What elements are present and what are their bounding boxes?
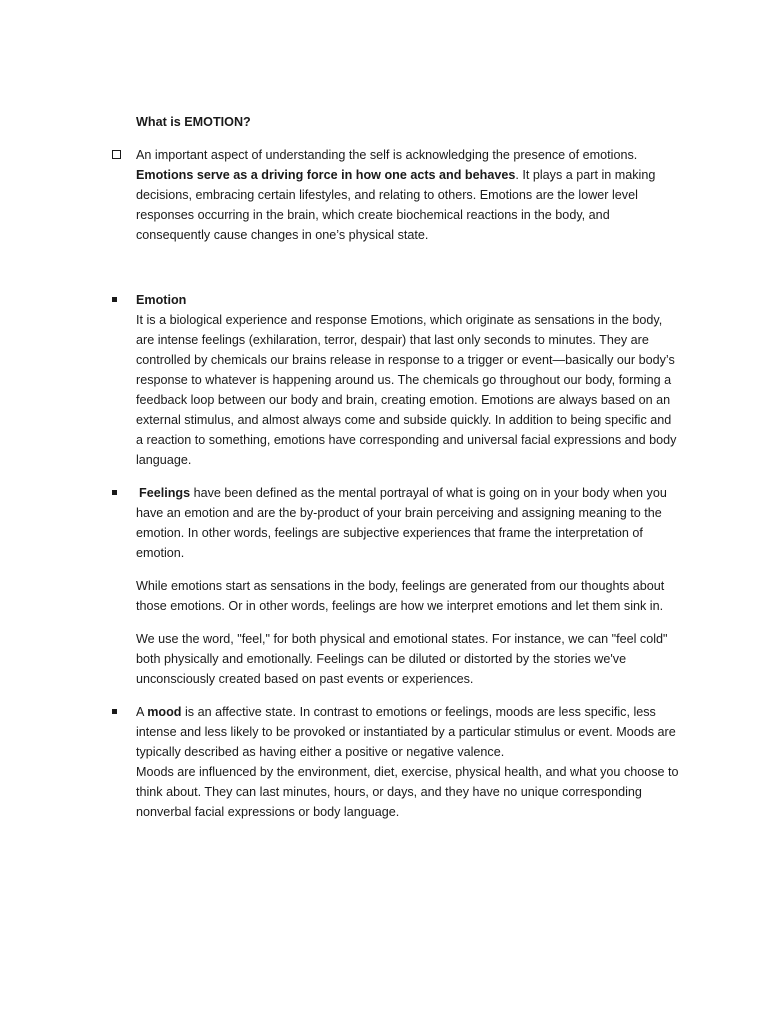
- feelings-bold-text: Feelings: [139, 486, 191, 500]
- square-bullet-icon: [112, 709, 117, 714]
- mood-text-pre: A: [136, 705, 148, 719]
- square-bullet-icon: [112, 490, 117, 495]
- feelings-section: [136, 483, 681, 563]
- intro-paragraph: [136, 145, 681, 245]
- mood-section: [136, 702, 681, 822]
- square-bullet-icon: [112, 297, 117, 302]
- intro-bold-text: Emotions serve as a driving force in how one acts and behaves: [136, 168, 516, 182]
- feelings-paragraph-2: [136, 576, 681, 616]
- checkbox-bullet-icon: [112, 150, 121, 159]
- feelings-paragraph-3: [136, 629, 681, 689]
- mood-body: is an affective state. In contrast to emotions or feelings, moods are less specific, less intense and less likely to be provoked or instantiated by a particular stimulus or event. Moods are typically described as having either a positive or negative valence.: [136, 705, 676, 759]
- feelings-para3-text: We use the word, "feel," for both physical and emotional states. For instance, we can "feel cold" both physically and emotionally. Feelings can be diluted or distorted by the stories we've unconsciously created based on past events or experiences.: [136, 632, 668, 686]
- emotion-heading: Emotion: [136, 293, 187, 307]
- page-title: What is EMOTION?: [136, 115, 251, 129]
- emotion-section: [136, 290, 681, 470]
- feelings-body: have been defined as the mental portrayal of what is going on in your body when you have an emotion and are the by-product of your brain perceiving and assigning meaning to the emotion. In other words, feelings are subjective experiences that frame the interpretation of emotion.: [136, 486, 667, 560]
- emotion-body: It is a biological experience and response Emotions, which originate as sensations in the body, are intense feelings (exhilaration, terror, despair) that last only seconds to minutes. They are controlled by chemicals our brains release in response to a trigger or event—basically our body’s response to whatever is happening around us. The chemicals go throughout our body, forming a feedback loop between our body and brain, creating emotion. Emotions are always based on an external stimulus, and almost always come and subside quickly. In addition to being specific and a reaction to something, emotions have corresponding and universal facial expressions and body language.: [136, 313, 677, 467]
- intro-text-pre: An important aspect of understanding the self is acknowledging the presence of emotions.: [136, 148, 638, 162]
- mood-bold-text: mood: [147, 705, 182, 719]
- mood-para2-text: Moods are influenced by the environment, diet, exercise, physical health, and what you choose to think about. They can last minutes, hours, or days, and they have no unique corresponding nonverbal facial expressions or body language.: [136, 765, 679, 819]
- intro-text-post: . It plays a part in making decisions, embracing certain lifestyles, and relating to others. Emotions are the lower level responses occurring in the brain, which create biochemical reactions in the body, and consequently cause changes in one’s physical state.: [136, 168, 656, 242]
- feelings-para2-text: While emotions start as sensations in the body, feelings are generated from our thoughts about those emotions. Or in other words, feelings are how we interpret emotions and let them sink in.: [136, 579, 665, 613]
